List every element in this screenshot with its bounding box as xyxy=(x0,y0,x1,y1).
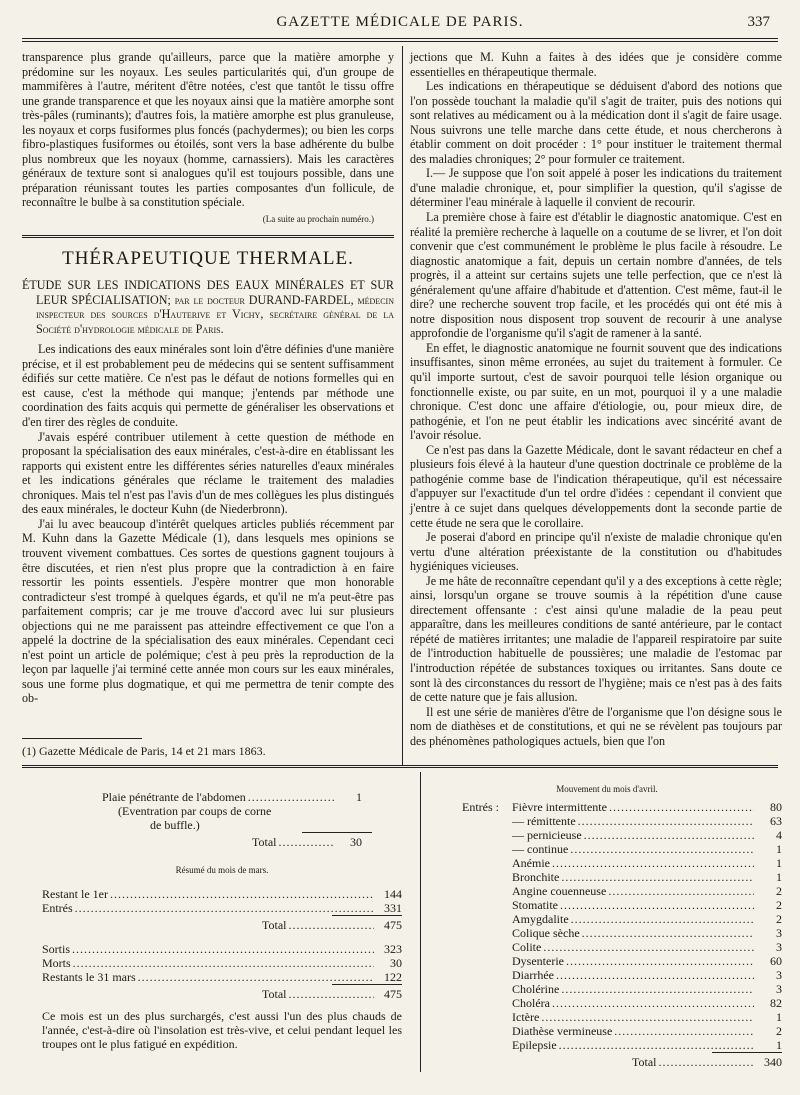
row-value: 323 xyxy=(384,942,402,956)
table-row xyxy=(512,912,782,926)
table-divider xyxy=(420,772,421,1072)
march-table xyxy=(42,790,402,1051)
row-label: Stomatite xyxy=(512,898,558,912)
table-row xyxy=(512,884,782,898)
row-label: Epilepsie xyxy=(512,1038,557,1052)
row-value: 82 xyxy=(770,996,782,1010)
row-value: 60 xyxy=(770,954,782,968)
row-value: 3 xyxy=(776,926,782,940)
row-value: 1 xyxy=(776,842,782,856)
row-value: 2 xyxy=(776,1024,782,1038)
row-value: 4 xyxy=(776,828,782,842)
entry-note-2: de buffle.) xyxy=(150,818,200,832)
table-subtitle: Résumé du mois de mars. xyxy=(175,865,269,875)
table-row xyxy=(512,982,782,996)
row-value: 331 xyxy=(384,901,402,915)
row-label: Angine couenneuse xyxy=(512,884,607,898)
table-row xyxy=(512,996,782,1010)
row-label: Entrés xyxy=(42,901,73,915)
rows-group-1 xyxy=(42,887,402,915)
total-row: Total ..... 475 xyxy=(42,987,402,1001)
article-heading: ÉTUDE SUR LES INDICATIONS DES EAUX MINÉRALES ET SUR LEUR SPÉCIALISATION; par le docteur DURAND-FARDEL, médecin inspecteur des sources d'Hauterive et Vichy, secrétaire général de la Société d'hydrologie médicale de Paris. xyxy=(22,278,394,336)
entries-block xyxy=(432,800,782,1052)
row-value: 3 xyxy=(776,968,782,982)
paragraph: Les indications des eaux minérales sont loin d'être définies d'une manière précise, et il est probablement peu de médecins qui se sentent suffisamment édifiés sur cette matière. Ce n'est pas le défaut de notions formelles qui en est cause, c'est la méthode qui manque; j'entends par méthode une coordination des faits acquis qui permette de généraliser les observations et d'en tirer des règles de conduite. xyxy=(22,342,394,430)
row-label: Restant le 1er xyxy=(42,887,108,901)
paragraph: Ce n'est pas dans la Gazette Médicale, dont le savant rédacteur en chef a plusieurs fois élevé à la hauteur d'une question doctrinale ce problème de la pathogénie comme base de l'indication thérapeutique, qu'il est nécessaire d'appuyer sur l'exactitude d'un tel ordre d'idées : cependant il convient que j'entre à ce sujet dans quelques développements dont la seconde partie de cette étude ne sera que le corollaire. xyxy=(410,442,782,530)
continued-paragraph: transparence plus grande qu'ailleurs, parce que la matière amorphe y prédomine sur les noyaux. Les seules particularités qui, d'un groupe de mammifères à l'autre, méritent d'être notées, c'est que tantôt le tissu offre une grande transparence et que les noyaux ainsi que la matière amorphe sont très-pâles (ruminants); d'autres fois, la matière amorphe est plus granuleuse, les noyaux et corps fusiformes plus foncés (pachydermes); ou bien les corps fibro-plastiques fusiformes ou étoilés, sont vers la base adhérente du bulbe plus nombreux que les noyaux (homme, carnassiers). Mais les caractères généraux de texture sont si analogues qu'il est toujours possible, dans une préparation réunissant toutes les parties composantes d'un follicule, de reconnaître le bulbe à sa constitution spéciale. xyxy=(22,50,394,210)
row-label: Colite xyxy=(512,940,542,954)
table-row xyxy=(512,940,782,954)
row-value: 1 xyxy=(776,870,782,884)
table-row xyxy=(512,870,782,884)
page-header xyxy=(22,14,778,36)
row-value: 122 xyxy=(384,970,402,984)
section-separator xyxy=(22,235,394,238)
table-row xyxy=(42,942,402,956)
total-row: Total ..... 340 xyxy=(432,1055,782,1069)
table-row: Plaie pénétrante de l'abdomen ..... 1 xyxy=(42,790,362,804)
header-rule-2 xyxy=(22,41,778,42)
entries-rows xyxy=(432,800,782,1052)
row-value: 1 xyxy=(776,1038,782,1052)
rows-group-2 xyxy=(42,942,402,984)
sum-line xyxy=(332,984,402,985)
table-row xyxy=(512,1024,782,1038)
row-label: Diarrhée xyxy=(512,968,554,982)
table-row xyxy=(512,968,782,982)
paragraph: Les indications en thérapeutique se déduisent d'abord des notions que l'on possède touchant la maladie qu'il s'agit de traiter, puis des notions qui sont relatives au médicament ou à la médication dont il s'agit de faire usage. Nous suivrons une telle marche dans cette étude, et nous chercherons à établir comment on doit procéder : 1° pour instituer le traitement thermal des maladies chroniques; 2° pour formuler ce traitement. xyxy=(410,79,782,166)
row-label: Bronchite xyxy=(512,870,560,884)
row-label: Anémie xyxy=(512,856,550,870)
table-separator xyxy=(22,765,778,768)
table-row xyxy=(512,1038,782,1052)
paragraph: Je me hâte de reconnaître cependant qu'il y a des exceptions à cette règle; ainsi, lorsqu'un organe se trouve soumis à la répétition d'une cause directement offensante : c'est ainsi qu'une maladie de la peau peut apparaître, dans les meilleures conditions de santé antérieure, par le contact répété de matières irritantes; une maladie de l'appareil respiratoire par suite de l'introduction habituelle de poussières; une maladie de l'estomac par l'introduction répétée de substances toxiques ou irritantes. Sans doute ce sont là des circonstances du ressort de l'hygiène; mais ce n'est pas à des faits de cette nature que je fais allusion. xyxy=(410,573,782,705)
row-value: 63 xyxy=(770,814,782,828)
table-row xyxy=(512,856,782,870)
header-rule xyxy=(22,38,778,39)
table-row xyxy=(512,898,782,912)
april-table xyxy=(432,784,782,1069)
row-label: — pernicieuse xyxy=(512,828,582,842)
row-label: Amygdalite xyxy=(512,912,569,926)
table-row xyxy=(512,814,782,828)
total-row: Total ..... 475 xyxy=(42,918,402,932)
row-label: Dysenterie xyxy=(512,954,564,968)
table-row xyxy=(42,970,402,984)
row-value: 2 xyxy=(776,912,782,926)
row-label: Restants le 31 mars xyxy=(42,970,136,984)
sum-line xyxy=(332,915,402,916)
row-value: 144 xyxy=(384,887,402,901)
row-value: 3 xyxy=(776,982,782,996)
table-row xyxy=(42,956,402,970)
table-row xyxy=(42,887,402,901)
total-row: Total ..... 30 xyxy=(42,835,362,849)
row-value: 2 xyxy=(776,884,782,898)
left-paragraphs xyxy=(22,342,394,706)
row-label: Colique sèche xyxy=(512,926,580,940)
footnote: (1) Gazette Médicale de Paris, 14 et 21 mars 1863. xyxy=(22,744,266,758)
table-subtitle: Mouvement du mois d'avril. xyxy=(556,784,658,794)
row-value: 1 xyxy=(776,1010,782,1024)
table-row xyxy=(512,1010,782,1024)
paragraph: J'avais espéré contribuer utilement à cette question de méthode en proposant la spécialisation des eaux minérales, c'est-à-dire en établissant les rapports qui existent entre les différentes séries naturelles d'eaux minérales et les indications générales que réclame le traitement des maladies chroniques. Mais tel n'est pas l'avis d'un de mes collègues les plus distingués des eaux minérales, le docteur Kuhn (de Niederbronn). xyxy=(22,429,394,517)
column-divider xyxy=(402,46,403,766)
row-value: 3 xyxy=(776,940,782,954)
entries-label: Entrés : xyxy=(462,800,499,814)
row-label: Sortis xyxy=(42,942,71,956)
row-label: Choléra xyxy=(512,996,550,1010)
journal-title: GAZETTE MÉDICALE DE PARIS. xyxy=(276,14,524,30)
paragraph: I.— Je suppose que l'on soit appelé à poser les indications du traitement d'une maladie chronique, et, pour simplifier la question, qu'il s'agisse de déterminer l'eau minérale à laquelle il convient de recourir. xyxy=(410,166,782,210)
table-row xyxy=(512,842,782,856)
section-title: THÉRAPEUTIQUE THERMALE. xyxy=(62,247,354,269)
row-value: 30 xyxy=(390,956,402,970)
sum-line xyxy=(302,832,372,833)
table-row xyxy=(512,800,782,814)
paragraph: Il est une série de manières d'être de l'organisme que l'on désigne sous le nom de diathèses et de constitutions, et qui ne se révèlent pas toujours par des phénomènes pathologiques actuels, bien que l'on xyxy=(410,704,782,748)
table-row xyxy=(512,828,782,842)
row-label: Ictère xyxy=(512,1010,540,1024)
row-value: 1 xyxy=(776,856,782,870)
row-label: — rémittente xyxy=(512,814,576,828)
paragraph: jections que M. Kuhn a faites à des idées que je considère comme essentielles en thérapeutique thermale. xyxy=(410,50,782,79)
sum-line xyxy=(712,1052,782,1053)
row-label: Morts xyxy=(42,956,71,970)
row-value: 2 xyxy=(776,898,782,912)
footnote-rule xyxy=(22,738,142,739)
row-label: Diathèse vermineuse xyxy=(512,1024,613,1038)
paragraph: Je poserai d'abord en principe qu'il n'existe de maladie chronique qu'en vertu d'une altération préexistante de la constitution ou d'habitudes hygiéniques vicieuses. xyxy=(410,530,782,574)
left-column xyxy=(22,50,394,706)
row-label: — continue xyxy=(512,842,569,856)
paragraph: J'ai lu avec beaucoup d'intérêt quelques articles publiés récemment par M. Kuhn dans la Gazette Médicale (1), dans lesquels mes opinions se trouvent vivement combattues. Ces sortes de questions gagnent toujours à être discutées, et rien n'est plus propre que la contradiction à en faire ressortir les points essentiels. J'espère montrer que mon honorable contradicteur s'est trompé à quelques égards, et qu'il ne m'a peut-être pas parfaitement compris; car je me trouve d'accord avec lui sur plusieurs objections qui ne me paraissent pas atteindre effectivement ce que l'on a appelé la doctrine de la spécialisation des eaux minérales. Cependant ceci n'est point un article de polémique; c'est à peu près la reproduction de la leçon par laquelle j'ai terminé cette année mon cours sur les eaux minérales, sous une forme plus dogmatique, et qui me permettra de tenir compte des ob- xyxy=(22,516,394,706)
table-row xyxy=(512,926,782,940)
row-value: 80 xyxy=(770,800,782,814)
entry-note-1: (Eventration par coups de corne xyxy=(118,804,272,818)
row-label: Fièvre intermittente xyxy=(512,800,607,814)
table-note: Ce mois est un des plus surchargés, c'est aussi l'un des plus chauds de l'année, c'est-à-dire où l'insolation est très-vive, et celui pendant lequel les troupes ont le plus fatigué en expédition. xyxy=(42,1009,402,1051)
table-row xyxy=(512,954,782,968)
row-label: Cholérine xyxy=(512,982,560,996)
paragraph: La première chose à faire est d'établir le diagnostic anatomique. C'est en réalité la première recherche à laquelle on a coutume de se livrer, et l'on doit convenir que c'est communément le problème le plus facile à résoudre. Le diagnostic anatomique a fait, depuis un certain nombre d'années, de tels progrès, il a atteint sur certains sujets une telle perfection, que ce n'est là généralement qu'une affaire d'habitude et d'attention. C'est même, faut-il le dire? une recherche souvent trop facile, et les procédés qui ont été mis à notre disposition nous disposent trop souvent de recourir à une analyse approfondie de l'organisme qu'il s'agit de ramener à la santé. xyxy=(410,210,782,341)
table-row xyxy=(42,901,402,915)
continuation-note: (La suite au prochain numéro.) xyxy=(262,214,374,225)
page-number: 337 xyxy=(747,14,770,30)
right-column xyxy=(410,50,782,748)
statistics-tables xyxy=(22,772,782,1072)
paragraph: En effet, le diagnostic anatomique ne fournit souvent que des indications insuffisantes, sinon même erronées, au sujet du traitement à formuler. Ce qu'il importe surtout, c'est de savoir pourquoi telle lésion organique ou fonctionnelle existe, ou par suite, en un mot, pourquoi il y a une maladie chronique. C'est donc une affaire d'étiologie, ou, pour mieux dire, de pathogénie, et l'on ne peut établir les indications avec sincérité avant de l'avoir résolue. xyxy=(410,340,782,443)
